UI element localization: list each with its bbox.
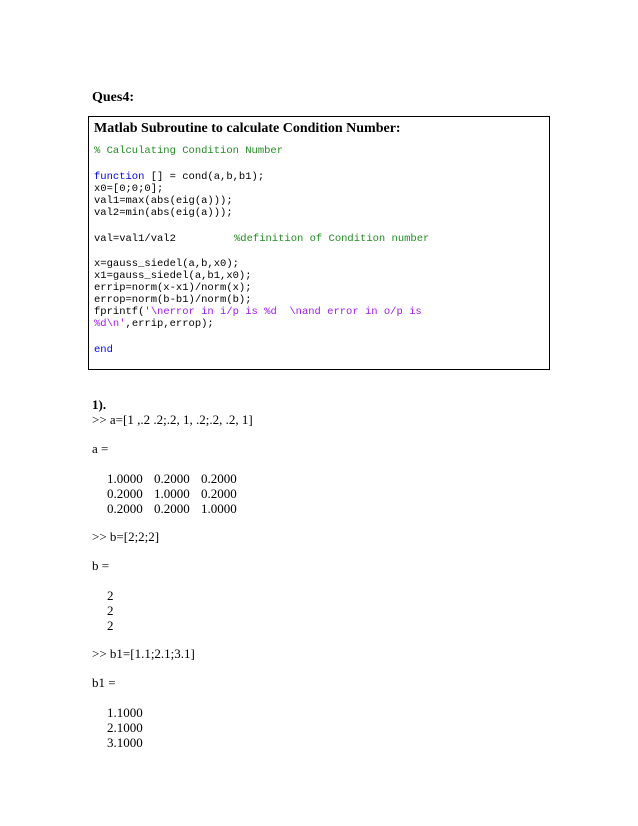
vector-b1-cell: 3.1000: [107, 735, 143, 750]
vector-b-cell: 2: [107, 603, 114, 618]
fprintf-format-string-cont: %d\n': [94, 318, 126, 330]
matrix-a-cell: 1.0000: [107, 471, 143, 486]
code-line-val: val=val1/val2: [94, 233, 176, 245]
function-signature: [] = cond(a,b,b1);: [144, 171, 265, 183]
command-b: >> b=[2;2;2]: [92, 529, 160, 544]
code-line-errip: errip=norm(x-x1)/norm(x);: [94, 282, 252, 294]
vector-b-cell: 2: [107, 588, 114, 603]
section-label: 1).: [92, 397, 107, 412]
output-b-label: b =: [92, 558, 110, 573]
output-b1-label: b1 =: [92, 675, 116, 690]
code-box-title: Matlab Subroutine to calculate Condition Number:: [94, 121, 401, 136]
command-b1: >> b1=[1.1;2.1;3.1]: [92, 646, 195, 661]
vector-b1-cell: 2.1000: [107, 720, 143, 735]
matrix-a-cell: 0.2000: [201, 471, 237, 486]
matrix-a-cell: 1.0000: [201, 501, 237, 516]
vector-b1-cell: 1.1000: [107, 705, 143, 720]
code-line-val2: val2=min(abs(eig(a)));: [94, 207, 233, 219]
function-keyword: function: [94, 171, 145, 183]
code-line-errop: errop=norm(b-b1)/norm(b);: [94, 294, 252, 306]
code-line-val1: val1=max(abs(eig(a)));: [94, 195, 233, 207]
code-line-fprintf-cont: [94, 318, 214, 330]
code-line-x: x=gauss_siedel(a,b,x0);: [94, 258, 239, 270]
output-a-label: a =: [92, 441, 109, 456]
code-line-x1: x1=gauss_siedel(a,b1,x0);: [94, 270, 252, 282]
matrix-a-cell: 0.2000: [107, 501, 143, 516]
code-line-x0: x0=[0;0;0];: [94, 183, 164, 195]
code-function-line: [94, 171, 264, 183]
command-a: >> a=[1 ,.2 .2;.2, 1, .2;.2, .2, 1]: [92, 412, 253, 427]
matrix-a-cell: 0.2000: [154, 471, 190, 486]
code-comment-definition: %definition of Condition number: [234, 233, 430, 245]
code-box: [88, 116, 550, 370]
vector-b-cell: 2: [107, 618, 114, 633]
code-end-keyword: end: [94, 344, 113, 356]
fprintf-call: fprintf(: [94, 306, 145, 318]
matrix-a-cell: 0.2000: [154, 501, 190, 516]
code-line-fprintf: [94, 306, 422, 318]
question-heading: Ques4:: [92, 90, 134, 105]
matrix-a-cell: 0.2000: [107, 486, 143, 501]
matrix-a-cell: 0.2000: [201, 486, 237, 501]
matrix-a-cell: 1.0000: [154, 486, 190, 501]
fprintf-format-string: '\nerror in i/p is %d \nand error in o/p is: [144, 306, 422, 318]
code-comment-header: % Calculating Condition Number: [94, 145, 284, 157]
fprintf-args: ,errip,errop);: [125, 318, 214, 330]
